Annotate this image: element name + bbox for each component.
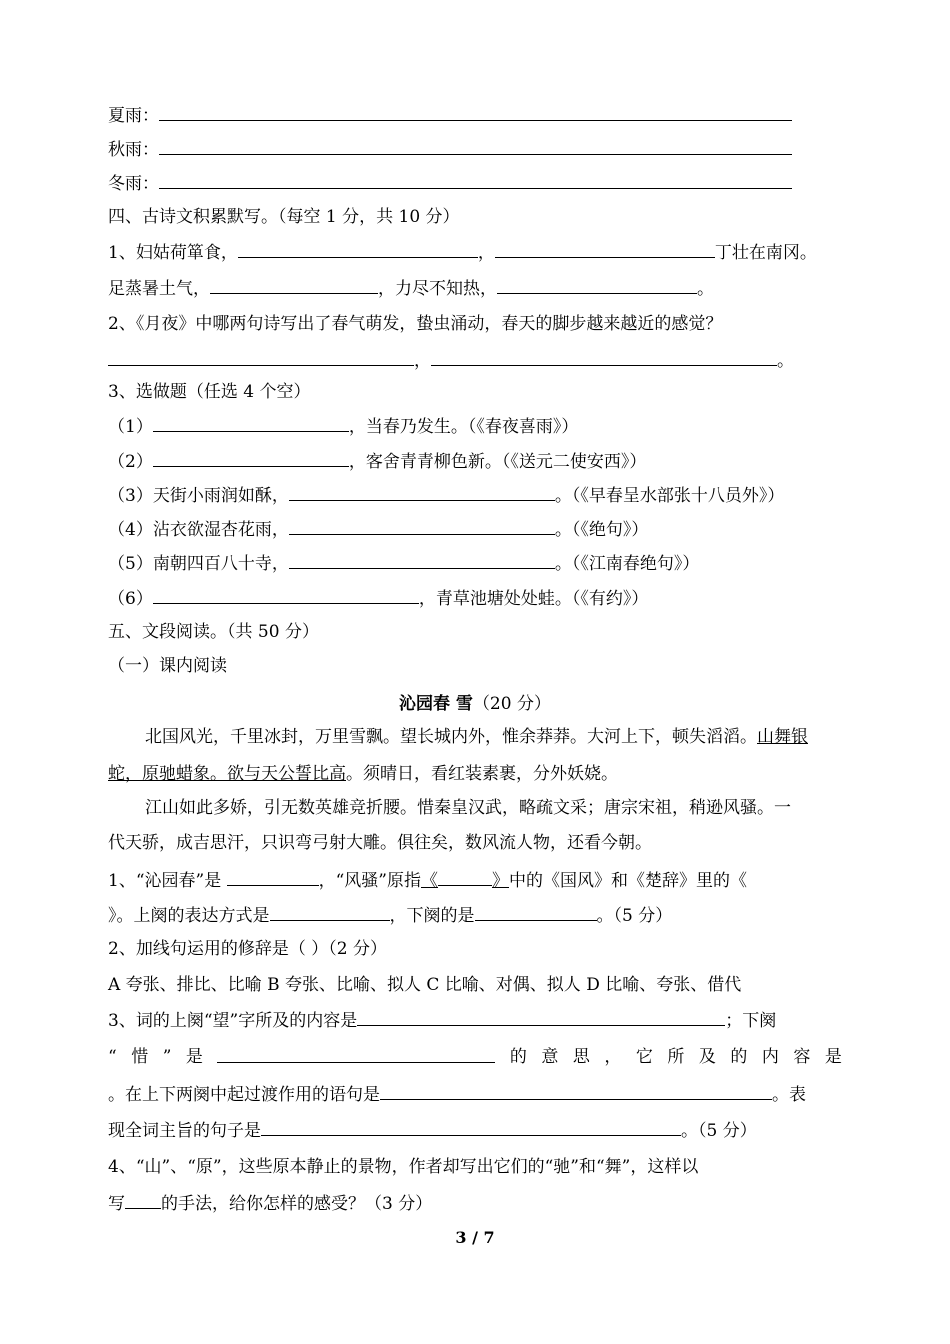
s5-q4: 4、“山”、“原”，这些原本静止的景物，作者却写出它们的“驰”和“舞”，这样以 bbox=[108, 1157, 699, 1177]
poem-paragraph: 蛇，原驰蜡象。欲与天公誓比高。须晴日，看红装素裹，分外妖娆。 bbox=[108, 764, 618, 784]
poem-title: 沁园春 雪（20 分） bbox=[399, 694, 551, 714]
s4-q3-item: （6） ，青草池塘处处蛙。（《有约》） bbox=[108, 589, 649, 609]
s4-q3-item: （5）南朝四百八十寺， 。（《江南春绝句》） bbox=[108, 554, 700, 574]
s4-q3-item: （2） ，客舍青青柳色新。（《送元二使安西》） bbox=[108, 452, 647, 472]
fill-autumn: 秋雨： bbox=[108, 138, 792, 161]
s4-q2: 2、《月夜》中哪两句诗写出了春气萌发，蛰虫涌动，春天的脚步越来越近的感觉？ bbox=[108, 314, 723, 334]
fill-winter: 冬雨： bbox=[108, 172, 792, 195]
poem-paragraph: 代天骄，成吉思汗，只识弯弓射大雕。俱往矣，数风流人物，还看今朝。 bbox=[108, 833, 652, 853]
answer-blank bbox=[159, 172, 792, 189]
s5-q3-theme: 现全词主旨的句子是 。（5 分） bbox=[108, 1121, 757, 1141]
fill-summer: 夏雨： bbox=[108, 104, 792, 127]
poem-paragraph: 江山如此多娇，引无数英雄竞折腰。惜秦皇汉武，略疏文采；唐宗宋祖，稍逊风骚。一 bbox=[145, 798, 791, 818]
answer-blank bbox=[159, 138, 792, 155]
s5-q3-justified: “ 惜 ” 是 的 意 思 ， 它 所 及 的 内 容 是 bbox=[108, 1047, 842, 1067]
s4-q3-item: （3）天街小雨润如酥， 。（《早春呈水部张十八员外》） bbox=[108, 486, 785, 506]
s5-q1-cont: 》。上阕的表达方式是 ，下阕的是 。（5 分） bbox=[108, 906, 673, 926]
s5-q4-cont: 写 的手法，给你怎样的感受？（3 分） bbox=[108, 1194, 433, 1214]
s4-q3-heading: 3、选做题（任选 4 个空） bbox=[108, 382, 311, 402]
poem-paragraph: 北国风光，千里冰封，万里雪飘。望长城内外，惟余莽莽。大河上下，顿失滔滔。山舞银 bbox=[145, 727, 808, 747]
s4-q1-line2: 足蒸暑土气， ，力尽不知热， 。 bbox=[108, 279, 714, 299]
s4-q2-answer: ， 。 bbox=[108, 349, 794, 372]
s5-q3: 3、词的上阕“望”字所及的内容是 ；下阕 bbox=[108, 1011, 777, 1031]
s5-q3-cont: 。在上下两阕中起过渡作用的语句是 。表 bbox=[108, 1085, 806, 1105]
answer-blank bbox=[159, 104, 792, 121]
s4-q3-item: （4）沾衣欲湿杏花雨， 。（《绝句》） bbox=[108, 520, 649, 540]
section5-heading: 五、文段阅读。（共 50 分） bbox=[108, 622, 319, 642]
s4-q1-line1: 1、妇姑荷箪食， ， 丁壮在南冈。 bbox=[108, 243, 817, 263]
s4-q3-item: （1） ，当春乃发生。（《春夜喜雨》） bbox=[108, 417, 579, 437]
s5-q2: 2、加线句运用的修辞是（ ）（2 分） bbox=[108, 939, 387, 959]
page-number: 3 / 7 bbox=[455, 1228, 495, 1247]
s5-q2-options: A 夸张、排比、比喻 B 夸张、比喻、拟人 C 比喻、对偶、拟人 D 比喻、夸张、借代 bbox=[108, 975, 742, 995]
section5-sub: （一）课内阅读 bbox=[108, 656, 227, 676]
s5-q1: 1、“沁园春”是 ，“风骚”原指《 》中的《国风》和《楚辞》里的《 bbox=[108, 871, 747, 891]
section4-heading: 四、古诗文积累默写。（每空 1 分，共 10 分） bbox=[108, 207, 460, 227]
